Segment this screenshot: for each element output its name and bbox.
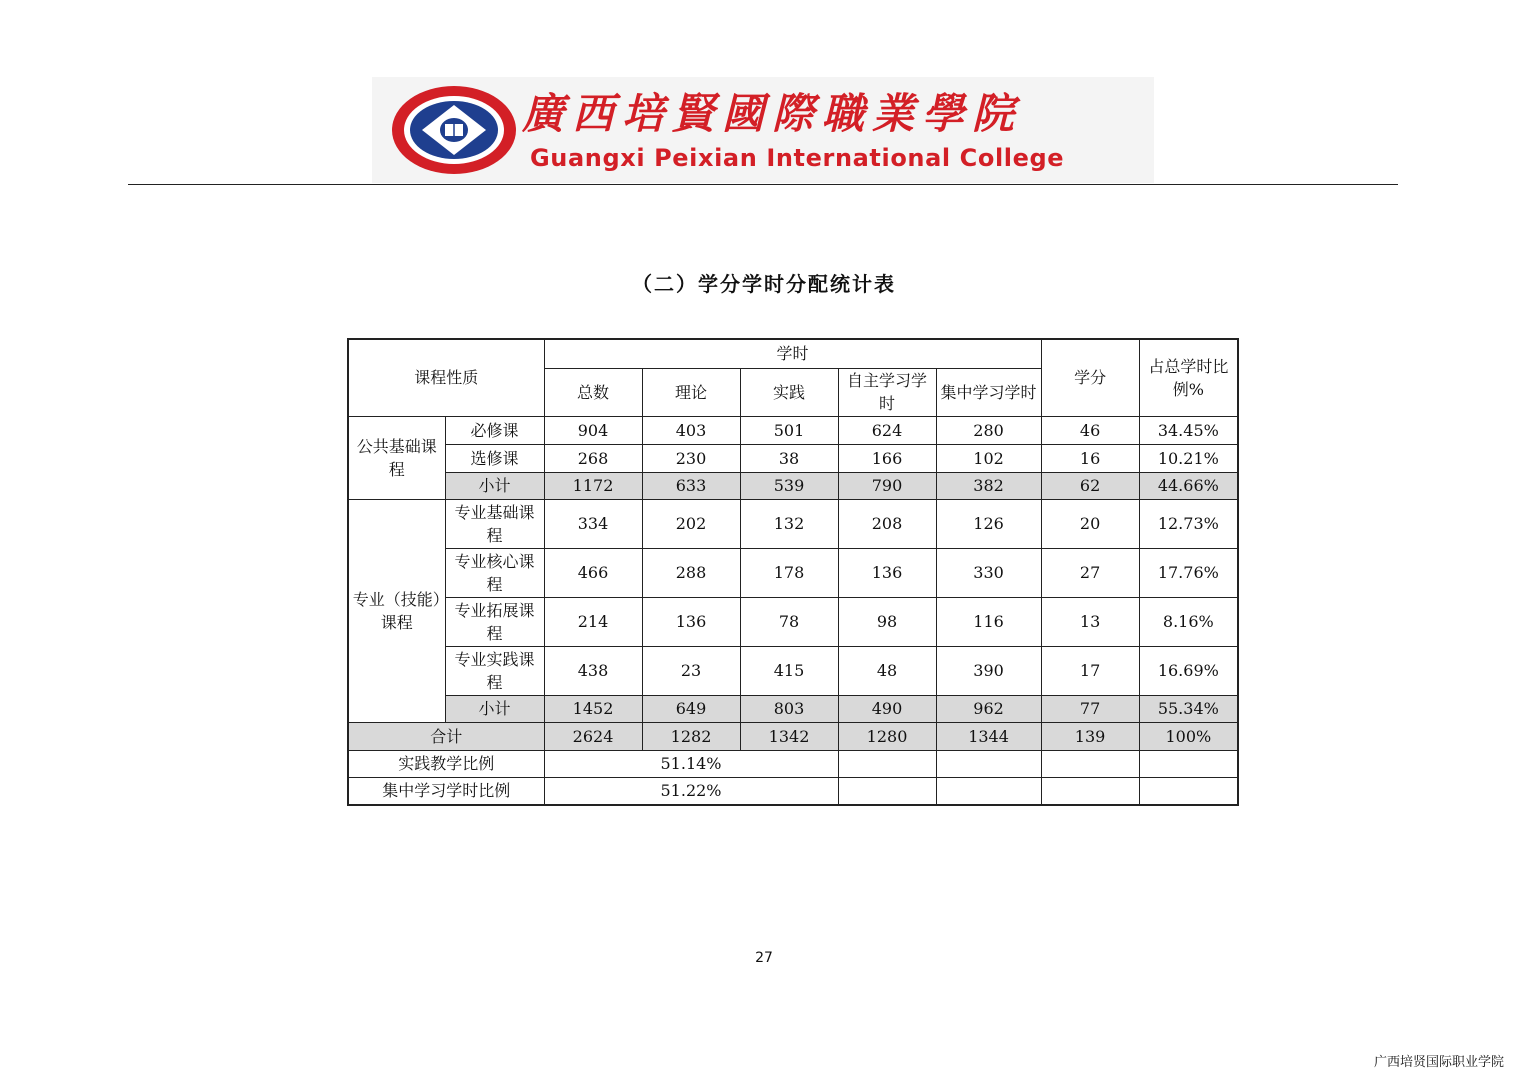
cell-ratio: 55.34%: [1139, 695, 1238, 722]
cell-ratio: 34.45%: [1139, 416, 1238, 444]
cell-self-study: 98: [838, 597, 936, 646]
practice-ratio-row: [348, 750, 1238, 777]
cell-concentrated: 382: [936, 472, 1041, 499]
cell-concentrated: 280: [936, 416, 1041, 444]
college-name-english: Guangxi Peixian International College: [530, 144, 1065, 172]
cell-theory: 1282: [642, 722, 740, 750]
empty-cell: [1139, 777, 1238, 805]
cell-credits: 27: [1041, 548, 1139, 597]
cell-theory: 288: [642, 548, 740, 597]
cell-self-study: 48: [838, 646, 936, 695]
cell-total: 334: [544, 499, 642, 548]
cell-credits: 77: [1041, 695, 1139, 722]
empty-cell: [936, 777, 1041, 805]
cell-concentrated: 126: [936, 499, 1041, 548]
cell-credits: 62: [1041, 472, 1139, 499]
cell-total: 904: [544, 416, 642, 444]
cell-credits: 46: [1041, 416, 1139, 444]
row-name: 选修课: [445, 444, 544, 472]
header-ratio: 占总学时比例%: [1139, 339, 1238, 416]
header-theory: 理论: [642, 368, 740, 416]
cell-self-study: 166: [838, 444, 936, 472]
empty-cell: [838, 777, 936, 805]
cell-concentrated: 102: [936, 444, 1041, 472]
table-row: [348, 597, 1238, 646]
practice-ratio-label: 实践教学比例: [348, 750, 544, 777]
cell-self-study: 208: [838, 499, 936, 548]
row-name: 合计: [348, 722, 544, 750]
row-name: 小计: [445, 695, 544, 722]
cell-theory: 136: [642, 597, 740, 646]
concentrated-ratio-row: [348, 777, 1238, 805]
header-total: 总数: [544, 368, 642, 416]
header-credits: 学分: [1041, 339, 1139, 416]
cell-practice: 132: [740, 499, 838, 548]
cell-self-study: 136: [838, 548, 936, 597]
cell-self-study: 790: [838, 472, 936, 499]
grand-total-row: [348, 722, 1238, 750]
college-banner: [372, 77, 1154, 183]
cell-practice: 1342: [740, 722, 838, 750]
cell-theory: 403: [642, 416, 740, 444]
cell-theory: 23: [642, 646, 740, 695]
row-name: 专业基础课程: [445, 499, 544, 548]
cell-credits: 20: [1041, 499, 1139, 548]
empty-cell: [1041, 750, 1139, 777]
cell-ratio: 8.16%: [1139, 597, 1238, 646]
cell-ratio: 100%: [1139, 722, 1238, 750]
header-course-nature: 课程性质: [348, 339, 544, 416]
cell-practice: 178: [740, 548, 838, 597]
cell-concentrated: 962: [936, 695, 1041, 722]
row-name: 必修课: [445, 416, 544, 444]
row-name: 专业实践课程: [445, 646, 544, 695]
cell-total: 1452: [544, 695, 642, 722]
credit-hours-table: [347, 338, 1239, 806]
college-seal-logo: [390, 85, 518, 175]
header-divider: [128, 184, 1398, 185]
cell-ratio: 16.69%: [1139, 646, 1238, 695]
row-name: 专业核心课程: [445, 548, 544, 597]
table-row: [348, 444, 1238, 472]
cell-total: 1172: [544, 472, 642, 499]
row-name: 小计: [445, 472, 544, 499]
empty-cell: [936, 750, 1041, 777]
cell-practice: 415: [740, 646, 838, 695]
header-concentrated: 集中学习学时: [936, 368, 1041, 416]
page-number: 27: [755, 950, 773, 966]
cell-concentrated: 330: [936, 548, 1041, 597]
cell-credits: 17: [1041, 646, 1139, 695]
group-major: 专业（技能）课程: [348, 499, 445, 722]
cell-theory: 649: [642, 695, 740, 722]
cell-concentrated: 116: [936, 597, 1041, 646]
cell-credits: 139: [1041, 722, 1139, 750]
cell-practice: 38: [740, 444, 838, 472]
cell-practice: 501: [740, 416, 838, 444]
cell-total: 214: [544, 597, 642, 646]
cell-total: 2624: [544, 722, 642, 750]
cell-credits: 13: [1041, 597, 1139, 646]
cell-ratio: 17.76%: [1139, 548, 1238, 597]
cell-theory: 230: [642, 444, 740, 472]
cell-concentrated: 390: [936, 646, 1041, 695]
row-name: 专业拓展课程: [445, 597, 544, 646]
table-row: [348, 548, 1238, 597]
empty-cell: [838, 750, 936, 777]
cell-credits: 16: [1041, 444, 1139, 472]
group-public: 公共基础课程: [348, 416, 445, 499]
footer-college-name: 广西培贤国际职业学院: [1373, 1055, 1504, 1070]
cell-practice: 78: [740, 597, 838, 646]
empty-cell: [1139, 750, 1238, 777]
cell-self-study: 624: [838, 416, 936, 444]
table-row: [348, 646, 1238, 695]
cell-ratio: 10.21%: [1139, 444, 1238, 472]
cell-total: 438: [544, 646, 642, 695]
cell-theory: 202: [642, 499, 740, 548]
header-hours-group: 学时: [544, 339, 1041, 368]
cell-total: 268: [544, 444, 642, 472]
section-title: （二）学分学时分配统计表: [632, 272, 896, 296]
concentrated-ratio-label: 集中学习学时比例: [348, 777, 544, 805]
empty-cell: [1041, 777, 1139, 805]
cell-practice: 803: [740, 695, 838, 722]
subtotal-row: [348, 472, 1238, 499]
header-self-study: 自主学习学时: [838, 368, 936, 416]
cell-total: 466: [544, 548, 642, 597]
cell-concentrated: 1344: [936, 722, 1041, 750]
concentrated-ratio-value: 51.22%: [544, 777, 838, 805]
practice-ratio-value: 51.14%: [544, 750, 838, 777]
cell-self-study: 1280: [838, 722, 936, 750]
cell-theory: 633: [642, 472, 740, 499]
college-name-chinese: 廣西培賢國際職業學院: [522, 89, 1023, 138]
cell-ratio: 44.66%: [1139, 472, 1238, 499]
cell-self-study: 490: [838, 695, 936, 722]
table-row: [348, 499, 1238, 548]
table-row: [348, 416, 1238, 444]
cell-practice: 539: [740, 472, 838, 499]
header-practice: 实践: [740, 368, 838, 416]
subtotal-row: [348, 695, 1238, 722]
cell-ratio: 12.73%: [1139, 499, 1238, 548]
